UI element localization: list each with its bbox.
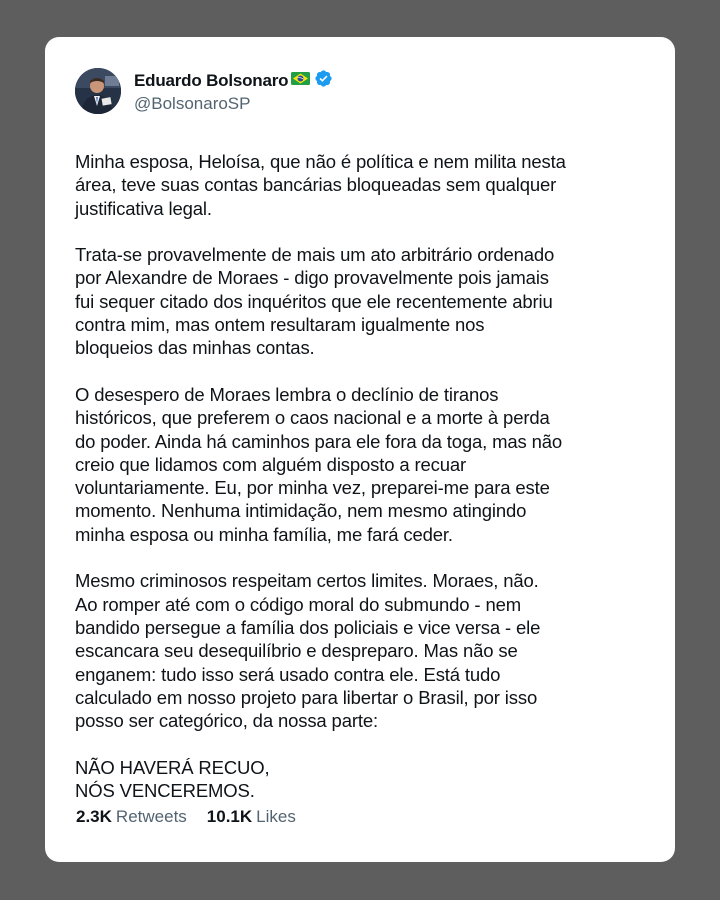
- brazil-flag-icon: [291, 72, 310, 90]
- verified-badge-icon: [314, 69, 333, 93]
- tweet-paragraph: Trata-se provavelmente de mais um ato arbitrário ordenado por Alexandre de Moraes - digo provavelmente pois jamais fui sequer citado dos inquéritos que ele recentemente abriu contra mim, mas ontem resultaram igualmente nos bloqueios das minhas contas.: [75, 244, 555, 359]
- tweet-paragraph: Minha esposa, Heloísa, que não é política e nem milita nesta área, teve suas contas bancárias bloqueadas sem qualquer justificativa legal.: [75, 151, 566, 219]
- author-handle[interactable]: @BolsonaroSP: [134, 93, 251, 113]
- retweets-count: 2.3K: [76, 807, 112, 826]
- retweets-label: Retweets: [115, 807, 187, 826]
- likes-stat[interactable]: [207, 807, 296, 827]
- avatar[interactable]: [75, 68, 121, 114]
- tweet-stats: [76, 807, 316, 827]
- tweet-body: [75, 150, 645, 802]
- tweet-paragraph: Mesmo criminosos respeitam certos limites. Moraes, não. Ao romper até com o código moral do submundo - nem bandido persegue a família dos policiais e vice versa - ele escancara seu desequilíbrio e despreparo. Mas não se enganem: tudo isso será usado contra ele. Está tudo calculado em nosso projeto para libertar o Brasil, por isso posso ser categórico, da nossa parte:: [75, 570, 541, 732]
- tweet-paragraph: O desespero de Moraes lembra o declínio de tiranos históricos, que preferem o caos nacional e a morte à perda do poder. Ainda há caminhos para ele fora da toga, mas não creio que lidamos com alguém disposto a recuar voluntariamente. Eu, por minha vez, preparei-me para este momento. Nenhuma intimidação, nem mesmo atingindo minha esposa ou minha família, me fará ceder.: [75, 383, 563, 545]
- tweet-card: [45, 37, 675, 862]
- likes-count: 10.1K: [206, 807, 253, 826]
- name-row: [134, 69, 333, 93]
- retweets-stat[interactable]: [76, 807, 187, 827]
- likes-label: Likes: [256, 807, 296, 826]
- tweet-header: [75, 67, 645, 115]
- tweet-paragraph: NÃO HAVERÁ RECUO, NÓS VENCEREMOS.: [75, 756, 270, 802]
- avatar-image: [75, 68, 121, 114]
- author-names: [134, 69, 333, 114]
- author-display-name[interactable]: Eduardo Bolsonaro: [134, 70, 289, 90]
